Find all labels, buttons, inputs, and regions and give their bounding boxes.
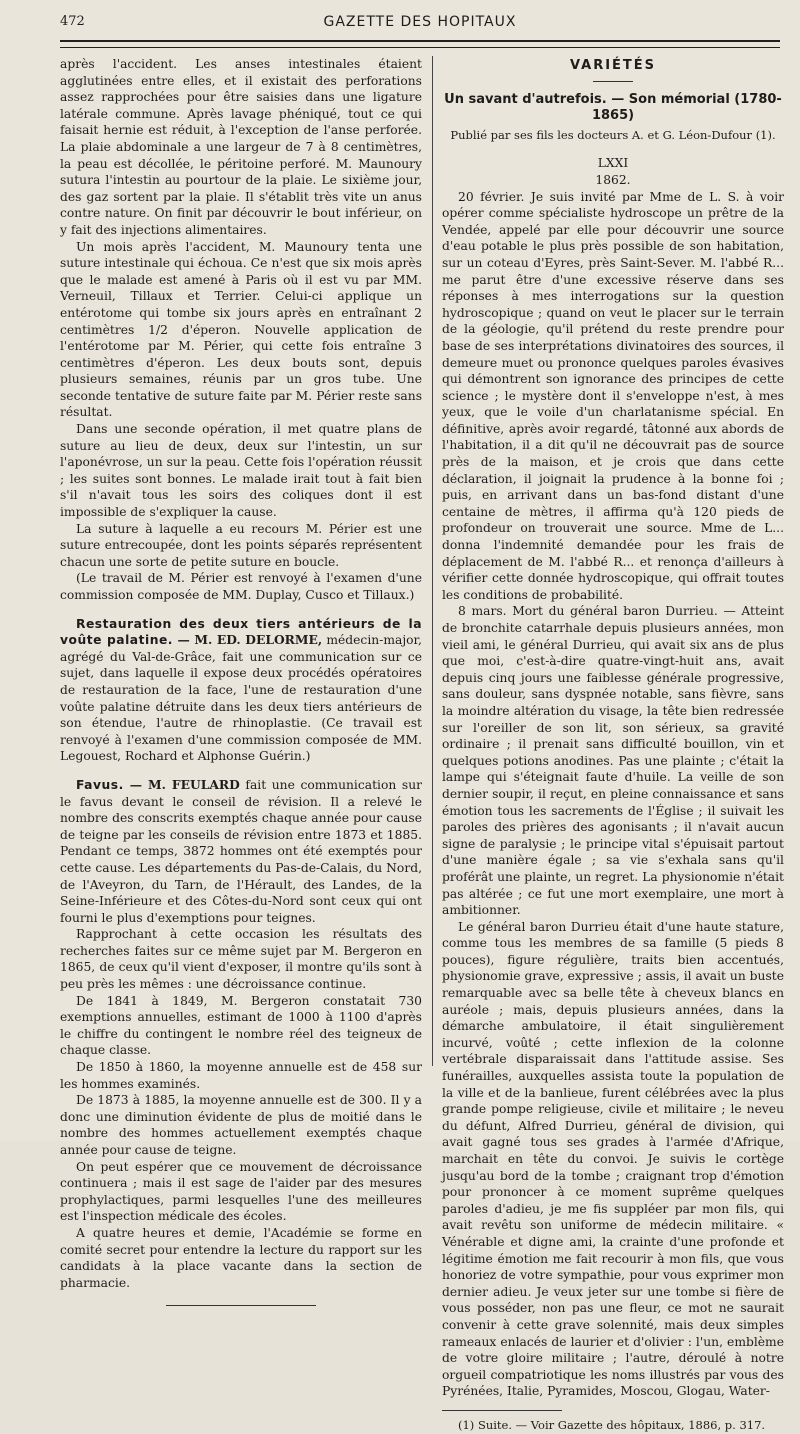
- footnote-rule: [442, 1410, 562, 1411]
- header-rule-thin: [60, 47, 780, 48]
- section-rule: [593, 81, 633, 82]
- paragraph: Un mois après l'accident, M. Maunoury tenta une suture intestinale qui échoua. Ce n'est que six mois après que le malade est amené à Paris où il est vu par MM. Verneuil, Tillaux et Terrier. Celui-ci applique un entérotome qui tombe six jours après en entraînant 2 centimètres 1/2 d'éperon. Nouvelle application de l'entérotome par M. Périer, qui cette fois entraîne 3 centimètres d'éperon. Les deux bouts sont, depuis plusieurs semaines, réunis par un gros tube. Une seconde tentative de suture faite par M. Périer reste sans résultat.: [60, 239, 422, 420]
- page-header: [60, 14, 780, 40]
- author: — M. FEULARD: [123, 776, 240, 792]
- paragraph: De 1873 à 1885, la moyenne annuelle est de 300. Il y a donc une diminution évidente de plus de moitié dans le nombre des hommes actuellement exemptés chaque année pour cause de teigne.: [60, 1093, 422, 1157]
- paragraph: On peut espérer que ce mouvement de décroissance continuera ; mais il est sage de l'aider par des mesures prophylactiques, parmi lesquelles l'une des meilleures est l'inspection médicale des écoles.: [60, 1159, 422, 1224]
- paragraph: Rapprochant à cette occasion les résultats des recherches faites sur ce même sujet par M. Bergeron en 1865, de ceux qu'il vient d'exposer, il montre qu'ils sont à peu près les mêmes : une décroissance continue.: [60, 927, 422, 992]
- footnote: (1) Suite. — Voir Gazette des hôpitaux, 1886, p. 317.: [458, 1417, 766, 1432]
- author: — M. ED. DELORME,: [172, 632, 323, 648]
- paragraph: 8 mars. Mort du général baron Durrieu. — Atteint de bronchite catarrhale depuis plusieurs années, mon vieil ami, le général Durrieu, qui avait six ans de plus que moi, c'est-à-dire quatre-vingt-huit ans, avait depuis cinq jours une faiblesse générale progressive, sans douleur, sans dyspnée notable, sans fièvre, sans la moindre altération du visage, la tête bien redressée sur l'oreiller de son lit, son sérieux, sa gravité ordinaire ; il prenait sans difficulté bouillon, vin et quelques potions anodines. Pas une plainte ; c'était la lampe qui s'éteignait faute d'huile. La veille de son dernier soupir, il reçut, en pleine connaissance et sans émotion tous les sacrements de l'Église ; il suivait les paroles des prières des agonisants ; il n'avait aucun signe de paralysie ; le principe vital s'épuisait partout d'une manière égale ; sa vie s'exhala sans qu'il proférât une plainte, un regret. La physionomie n'était pas altérée ; ce fut une mort exemplaire, une mort à ambitionner.: [442, 604, 784, 918]
- article-subtitle: Publié par ses fils les docteurs A. et G. Léon-Dufour (1).: [450, 127, 776, 142]
- chapter-numeral: LXXI: [597, 156, 629, 171]
- paragraph: (Le travail de M. Périer est renvoyé à l'examen d'une commission composée de MM. Duplay, Cusco et Tillaux.): [60, 571, 422, 602]
- section-body: fait une communication sur le favus devant le conseil de révision. Il a relevé le nombre des conscrits exemptés chaque année pour cause de teigne par les conseils de révision entre 1873 et 1885. Pendant ce temps, 3872 hommes ont été exemptés pour cette cause. Les départements du Pas-de-Calais, du Nord, de l'Aveyron, du Tarn, de l'Hérault, des Landes, de la Seine-Inférieure et des Côtes-du-Nord sont ceux qui ont fourni le plus d'exemptions pour teignes.: [60, 777, 422, 925]
- section-title: VARIÉTÉS: [569, 58, 657, 73]
- section-restauration: [60, 616, 422, 765]
- article-title: Un savant d'autrefois. — Son mémorial (1780-1865): [444, 91, 782, 124]
- left-column: [60, 56, 422, 1306]
- end-rule: [166, 1305, 316, 1306]
- header-rule: [60, 40, 780, 42]
- paragraph: 20 février. Je suis invité par Mme de L. S. à voir opérer comme spécialiste hydroscope un prêtre de la Vendée, appelé par elle pour découvrir une source d'eau potable le plus près possible de son habitation, sur un coteau d'Eyres, près Saint-Sever. M. l'abbé R... me parut être d'une excessive réserve dans ses réponses à mes interrogations sur la question hydroscopique ; quand on veut le placer sur le terrain de la géologie, qu'il prétend du reste prendre pour base de ses interprétations divinatoires des sources, il demeure muet ou prononce quelques paroles évasives qui démontrent son ignorance des principes de cette science ; le mystère dont il s'enveloppe n'est, à mes yeux, que le voile d'un charlatanisme spécial. En définitive, après avoir regardé, tâtonné aux abords de l'habitation, il a dit qu'il ne découvrait pas de source près de la maison, et je crois que dans cette déclaration, il joignait la prudence à la bonne foi ; puis, en arrivant dans un bas-fond distant d'une centaine de mètres, il affirma qu'à 120 pieds de profondeur on trouverait une source. Mme de L... donna l'indemnité demandée pour les frais de déplacement de M. l'abbé R... et renonça d'ailleurs à vérifier cette donnée hydroscopique, qui offrait toutes les conditions de probabilité.: [442, 189, 784, 602]
- paragraph: La suture à laquelle a eu recours M. Périer est une suture entrecoupée, dont les points séparés représentent chacun une sorte de petite suture en boucle.: [60, 521, 422, 569]
- paragraph: après l'accident. Les anses intestinales étaient agglutinées entre elles, et il existait des perforations assez rapprochées pour être saisies dans une ligature latérale commune. Après lavage phéniqué, tout ce qui faisait hernie est réduit, à l'exception de l'anse perforée. La plaie abdominale a une largeur de 7 à 8 centimètres, la peau est décollée, le péritoine perforé. M. Maunoury sutura l'intestin au pourtour de la plaie. Le sixième jour, des gaz sortent par la plaie. Il s'établit très vite un anus contre nature. On finit par découvrir le bout inférieur, on y fait des injections alimentaires.: [60, 57, 422, 237]
- section-heading: Favus.: [76, 777, 124, 792]
- paragraph: Dans une seconde opération, il met quatre plans de suture au lieu de deux, deux sur l'intestin, un sur l'aponévrose, un sur la peau. Cette fois l'opération réussit ; les suites sont bonnes. Le malade irait tout à fait bien s'il n'avait tous les soirs des coliques dont il est impossible de s'expliquer la cause.: [60, 422, 422, 520]
- paragraph: De 1850 à 1860, la moyenne annuelle est de 458 sur les hommes examinés.: [60, 1060, 422, 1091]
- section-favus: [60, 777, 422, 926]
- column-divider: [432, 56, 433, 1066]
- journal-title: GAZETTE DES HOPITAUX: [323, 14, 517, 30]
- paragraph: Le général baron Durrieu était d'une haute stature, comme tous les membres de sa famille (5 pieds 8 pouces), figure régulière, traits bien accentués, physionomie grave, expressive ; assis, il avait un buste remarquable avec sa belle tête à cheveux blancs en auréole ; mais, depuis plusieurs années, dans la démarche ambulatoire, il était singulièrement incurvé, voûté ; cette inflexion de la colonne vertébrale disparaissait dans l'attitude assise. Ses funérailles, auxquelles assista toute la population de la ville et de la banlieue, furent célébrées avec la plus grande pompe religieuse, civile et militaire ; le neveu du défunt, Alfred Durrieu, général de division, qui avait gagné tous ses grades à l'armée d'Afrique, marchait en tête du convoi. Je suivis le cortège jusqu'au bord de la tombe ; craignant trop d'émotion pour prononcer à ce moment suprême quelques paroles d'adieu, je me fis suppléer par mon fils, qui avait revêtu son uniforme de médecin militaire. « Vénérable et digne ami, la crainte d'une profonde et légitime émotion me fait recourir à mon fils, que vous honoriez de votre sympathie, pour vous exprimer mon dernier adieu. Je veux jeter sur une tombe si fière de vous posséder, non pas une fleur, ce mot ne saurait convenir à cette grave solennité, mais deux simples rameaux enlacés de laurier et d'olivier : l'un, emblème de votre gloire militaire ; l'autre, déroulé à notre orgueil compatriotique les noms illustrés par vous des Pyrénées, Italie, Pyramides, Moscou, Glogau, Water-: [442, 919, 784, 1399]
- page-number: 472: [60, 14, 85, 29]
- paragraph: A quatre heures et demie, l'Académie se forme en comité secret pour entendre la lecture du rapport sur les candidats à la place vacante dans la section de pharmacie.: [60, 1225, 422, 1290]
- paragraph: De 1841 à 1849, M. Bergeron constatait 730 exemptions annuelles, estimant de 1000 à 1100 d'après le chiffre du contingent le nombre réel des teigneux de chaque classe.: [60, 993, 422, 1058]
- right-column: [442, 56, 784, 1434]
- year: 1862.: [595, 172, 631, 187]
- section-body: médecin-major, agrégé du Val-de-Grâce, fait une communication sur ce sujet, dans laquelle il expose deux procédés opératoires de restauration de la face, l'une de restauration d'une voûte palatine détruite dans les deux tiers antérieurs de son étendue, l'autre de rhinoplastie. (Ce travail est renvoyé à l'examen d'une commission composée de MM. Legouest, Rochard et Alphonse Guérin.): [60, 633, 422, 764]
- section-heading: Restauration des deux tiers antérieurs de la voûte palatine.: [60, 616, 422, 648]
